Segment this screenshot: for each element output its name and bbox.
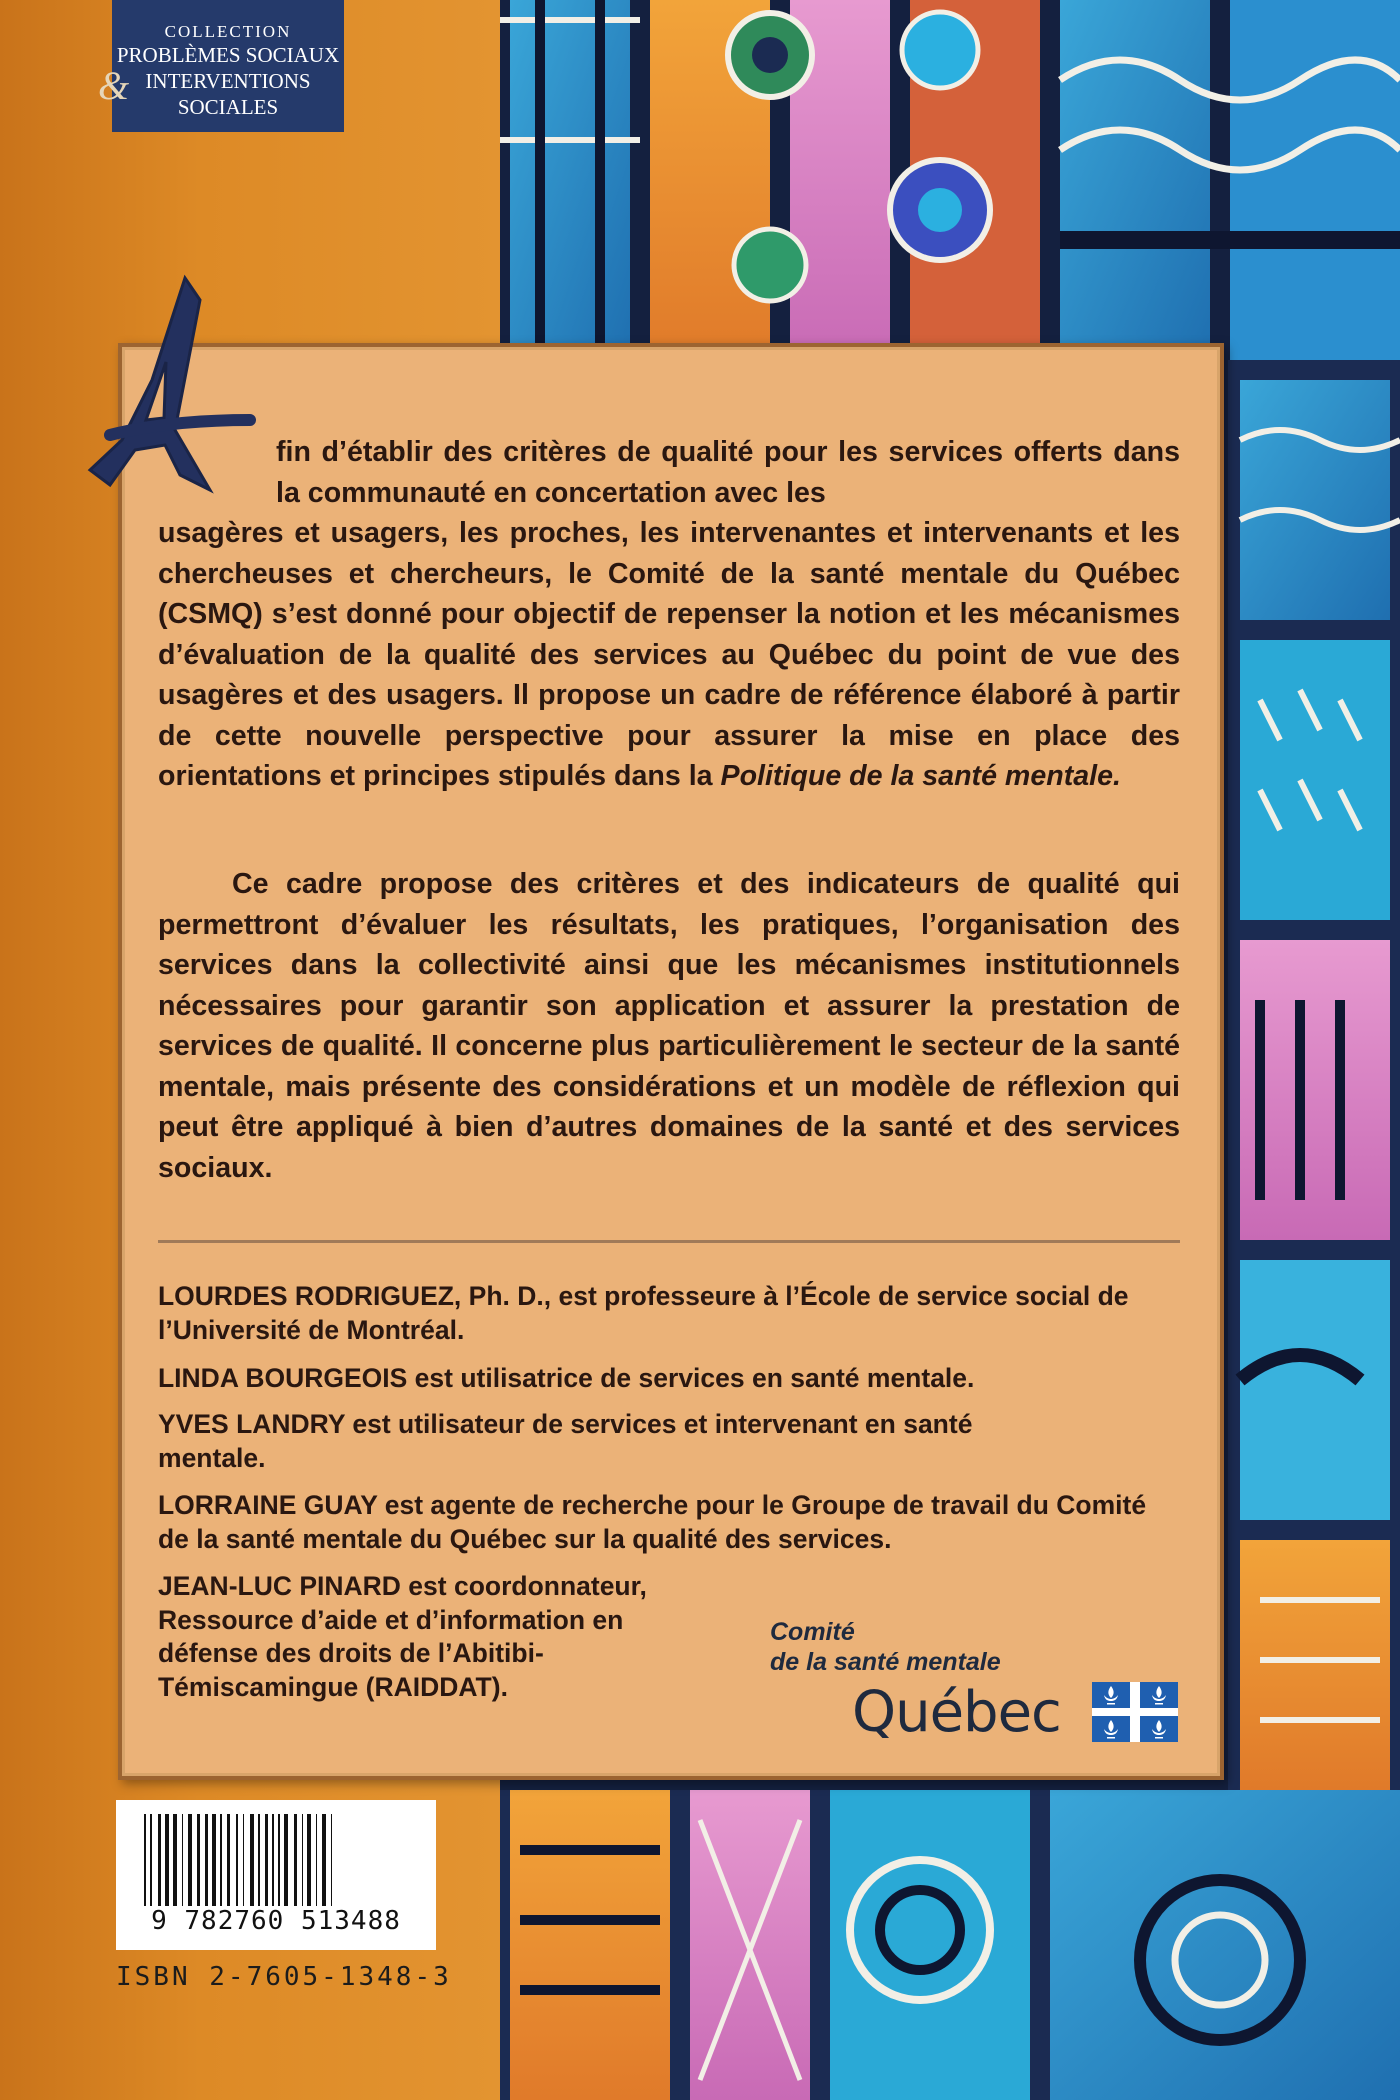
author-bio-bourgeois: LINDA BOURGEOIS est utilisatrice de services en santé mentale. [158,1363,975,1393]
collection-logo-line2: PROBLÈMES SOCIAUX [116,43,340,67]
blurb-paragraph-1 [158,432,1180,797]
blurb-paragraph-2: Ce cadre propose des critères et des indicateurs de qualité qui permettront d’évaluer les résultats, les pratiques, l’organisation des services dans la collectivité ainsi que les mécanismes institutionnels nécessaires pour garantir son application et assurer la prestation de services de qualité. Il concerne plus particulièrement le secteur de la santé mentale, mais présente des considérations et un modèle de réflexion qui peut être appliqué à bien d’autres domaines de la santé et des services sociaux. [158,868,1180,1184]
blurb-paragraph-1-start: fin d’établir des critères de qualité pour les services offerts dans la communauté en concertation avec les [276,436,1180,509]
collection-logo-line3: INTERVENTIONS SOCIALES [145,69,311,119]
quebec-wordmark: Québec [852,1680,1061,1745]
drop-cap-text: A [80,270,81,271]
collection-logo-ampersand: & [98,63,130,108]
csmq-logo [770,1618,1190,1768]
quebec-flag-icon [1092,1682,1178,1742]
author-bio-pinard: JEAN-LUC PINARD est coordonnateur, Ressource d’aide et d’information en défense des droits de l’Abitibi-Témiscamingue (RAIDDAT). [158,1571,647,1702]
blurb-paragraph-1-rest: usagères et usagers, les proches, les intervenantes et intervenants et les chercheuses et chercheurs, le Comité de la santé mentale du Québec (CSMQ) s’est donné pour objectif de repenser la notion et les mécanismes d’évaluation de la qualité des services au Québec du point de vue des usagères et des usagers. Il propose un cadre de référence élaboré à partir de cette nouvelle perspective pour assurer la mise en place des orientations et principes stipulés dans la [158,517,1180,792]
barcode-bars [144,1814,408,1906]
collection-logo [98,0,344,132]
collection-logo-line1: COLLECTION [164,22,292,41]
barcode-digits: 9 782760 513488 [151,1906,401,1936]
section-divider [158,1240,1180,1243]
csmq-logo-line2: de la santé mentale [770,1648,1001,1676]
author-bio-guay: LORRAINE GUAY est agente de recherche pour le Groupe de travail du Comité de la santé mentale du Québec sur la qualité des services. [158,1490,1147,1554]
policy-title: Politique de la santé mentale. [720,760,1121,792]
isbn-number: ISBN 2-7605-1348-3 [116,1962,452,1992]
author-bio-rodriguez: LOURDES RODRIGUEZ, Ph. D., est professeure à l’École de service social de l’Université de Montréal. [158,1281,1129,1345]
csmq-logo-line1: Comité [770,1618,855,1646]
author-bio-landry: YVES LANDRY est utilisateur de services et intervenant en santé mentale. [158,1409,973,1473]
barcode [116,1800,436,1950]
